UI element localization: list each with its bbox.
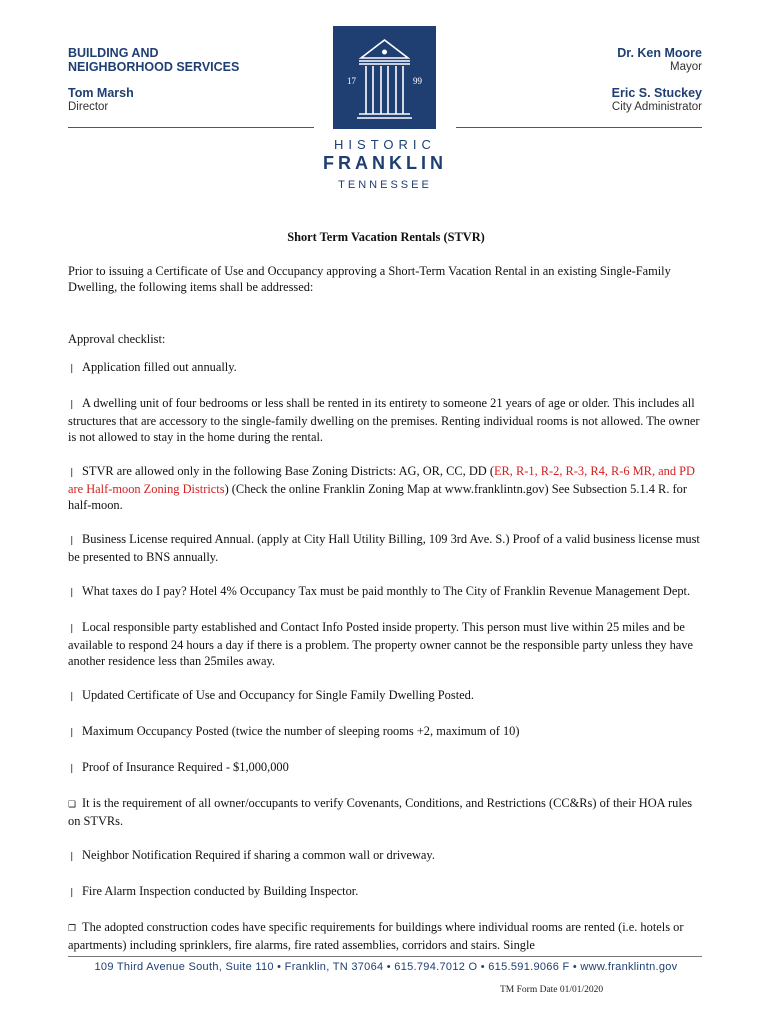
header-right	[612, 46, 702, 114]
logo-text-franklin: FRANKLIN	[323, 153, 447, 173]
administrator-title: City Administrator	[611, 101, 702, 113]
checkbox-icon[interactable]: ❘	[68, 468, 76, 478]
checklist-item: ❘ Maximum Occupancy Posted (twice the number of sleeping rooms +2, maximum of 10)	[68, 723, 704, 741]
header-left	[68, 46, 239, 114]
checkbox-icon[interactable]: ❘	[68, 852, 76, 862]
checkbox-icon[interactable]: ❐	[68, 924, 77, 934]
checklist-item: ❘ Proof of Insurance Required - $1,000,000	[68, 759, 704, 777]
department-name-line2: NEIGHBORHOOD SERVICES	[68, 60, 240, 74]
checkbox-icon[interactable]: ❘	[68, 728, 76, 738]
checklist-item: ❘ What taxes do I pay? Hotel 4% Occupancy Tax must be paid monthly to The City of Franklin Revenue Management Dept.	[68, 583, 704, 601]
document-body	[68, 229, 704, 971]
footer-rule	[68, 956, 702, 957]
checkbox-icon[interactable]: ❘	[68, 364, 76, 374]
checkbox-icon[interactable]: ❘	[68, 588, 76, 598]
half-moon-districts-note: ER, R-1, R-2, R-3, R4, R-6 MR, and PD are Half-moon Zoning Districts	[68, 464, 695, 496]
checklist-item: ❏ It is the requirement of all owner/occupants to verify Covenants, Conditions, and Restrictions (CC&Rs) of their HOA rules on STVRs.	[68, 796, 693, 828]
svg-text:99: 99	[413, 76, 422, 86]
director-title: Director	[68, 101, 109, 113]
checklist-item: ❐ The adopted construction codes have specific requirements for buildings where individual rooms are rented (i.e. hotels or apartments) including sprinklers, fire alarms, fire rated assemblies, corridors and stairs. Single	[68, 920, 684, 952]
administrator-name: Eric S. Stuckey	[611, 86, 702, 100]
checkbox-icon[interactable]: ❘	[68, 692, 76, 702]
city-logo	[333, 26, 436, 129]
svg-text:17: 17	[347, 76, 356, 86]
intro-paragraph: Prior to issuing a Certificate of Use and Occupancy approving a Short-Term Vacation Rental in an existing Single-Family Dwelling, the following items shall be addressed:	[68, 264, 671, 294]
header-rule-right	[456, 127, 702, 128]
checkbox-icon[interactable]: ❘	[68, 536, 76, 546]
footer-address: 109 Third Avenue South, Suite 110 • Franklin, TN 37064 • 615.794.7012 O • 615.591.9066 F • www.franklintn.gov	[94, 961, 678, 973]
logo-text-tennessee: TENNESSEE	[338, 179, 432, 191]
checklist-item: ❘ STVR are allowed only in the following Base Zoning Districts: AG, OR, CC, DD (ER, R-1, R-2, R-3, R4, R-6 MR, and PD are Half-moon Zoning Districts) (Check the online Franklin Zoning Map at www.franklintn.gov) See Subsection 5.1.4 R. for half-moon.	[68, 464, 695, 512]
form-date: TM Form Date 01/01/2020	[500, 985, 604, 995]
checklist-item: ❘ Fire Alarm Inspection conducted by Building Inspector.	[68, 883, 704, 901]
building-icon	[333, 26, 436, 129]
checklist-item: ❘ Business License required Annual. (apply at City Hall Utility Billing, 109 3rd Ave. S.) Proof of a valid business license must be presented to BNS annually.	[68, 532, 700, 564]
header-rule-left	[68, 127, 314, 128]
mayor-title: Mayor	[670, 61, 702, 73]
checkbox-icon[interactable]: ❘	[68, 400, 76, 410]
director-name: Tom Marsh	[68, 86, 134, 100]
logo-text-historic: HISTORIC	[334, 137, 436, 152]
mayor-name: Dr. Ken Moore	[617, 46, 702, 60]
checklist-item: ❘ Application filled out annually.	[68, 359, 704, 377]
checklist-heading: Approval checklist:	[68, 332, 166, 346]
checklist-item: ❘ Neighbor Notification Required if sharing a common wall or driveway.	[68, 847, 704, 865]
document-title: Short Term Vacation Rentals (STVR)	[287, 230, 485, 244]
checklist-item: ❘ Local responsible party established and Contact Info Posted inside property. This person must live within 25 miles and be available to respond 24 hours a day if there is a problem. The property owner cannot be the responsible party unless they have another residence less than 25miles away.	[68, 620, 693, 668]
checkbox-icon[interactable]: ❘	[68, 624, 76, 634]
checkbox-icon[interactable]: ❏	[68, 800, 77, 810]
checkbox-icon[interactable]: ❘	[68, 764, 76, 774]
checklist-item: ❘ A dwelling unit of four bedrooms or less shall be rented in its entirety to someone 21 years of age or older. This includes all structures that are accessory to the single-family dwelling on the premises. Renting individual rooms is not allowed. The owner is not allowed to stay in the home during the rental.	[68, 396, 700, 444]
department-name-line1: BUILDING AND	[68, 46, 159, 60]
checklist-item: ❘ Updated Certificate of Use and Occupancy for Single Family Dwelling Posted.	[68, 687, 704, 705]
checkbox-icon[interactable]: ❘	[68, 888, 76, 898]
